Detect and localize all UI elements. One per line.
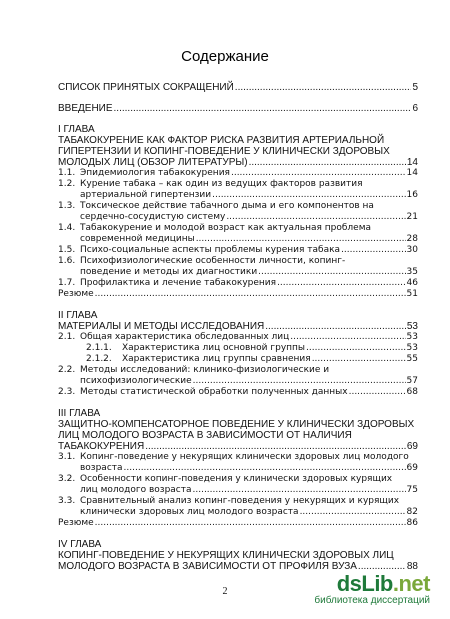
toc-entry-text: Психо-социальные аспекты проблемы курения табака: [80, 245, 341, 255]
toc-entry-text: Эпидемиология табакокурения: [80, 168, 230, 178]
toc-entry-text: клинически здоровых лиц молодого возраста: [80, 507, 299, 517]
toc-entry[interactable]: [58, 179, 418, 201]
toc-entry[interactable]: [58, 343, 418, 354]
toc-entry-page: 69: [406, 441, 418, 452]
chapter-label: I ГЛАВА: [58, 124, 95, 135]
toc-entry-number: 3.2.: [58, 474, 76, 484]
toc-entry-text: возраста: [80, 463, 123, 473]
chapter-label: III ГЛАВА: [58, 408, 101, 419]
toc-entry[interactable]: [58, 452, 418, 474]
toc-entry-text: лиц молодого возраста: [80, 485, 192, 495]
toc-entry-page: 46: [406, 278, 418, 288]
toc-entry-text: Характеристика лиц основной группы: [122, 343, 306, 353]
toc-entry-introduction[interactable]: [58, 103, 418, 114]
toc-entry-text: артериальной гипертензии: [80, 190, 212, 200]
toc-entry-page: 51: [406, 289, 418, 299]
toc-entry-page: 82: [406, 507, 418, 517]
toc-entry[interactable]: [58, 278, 418, 289]
toc-entry-text: Характеристика лиц группы сравнения: [122, 354, 311, 364]
chapter-label: II ГЛАВА: [58, 310, 98, 321]
toc-entry-number: 1.6.: [58, 256, 76, 266]
chapter-title-line: ЛИЦ МОЛОДОГО ВОЗРАСТА В ЗАВИСИМОСТИ ОТ НАЛИЧИЯ: [58, 430, 352, 441]
toc-entry-number: 2.2.: [58, 365, 76, 375]
toc-entry-number: 2.1.2.: [86, 354, 112, 364]
chapter-title-entry[interactable]: [58, 321, 418, 332]
toc-entry[interactable]: [58, 201, 418, 223]
toc-entry[interactable]: [58, 387, 418, 398]
chapter-title-line: МАТЕРИАЛЫ И МЕТОДЫ ИССЛЕДОВАНИЯ: [58, 321, 265, 332]
toc-entry-number: 1.4.: [58, 223, 76, 233]
toc-entry-page: 53: [406, 321, 418, 332]
toc-entry-page: 28: [406, 234, 418, 244]
toc-entry-text: Профилактика и лечение табакокурения: [80, 278, 277, 288]
site-watermark[interactable]: [258, 571, 434, 607]
chapter-title-line: МОЛОДЫХ ЛИЦ (ОБЗОР ЛИТЕРАТУРЫ): [58, 157, 248, 168]
toc-entry-number: 1.1.: [58, 168, 76, 178]
toc-entry[interactable]: [58, 365, 418, 387]
toc-entry-number: 1.3.: [58, 201, 76, 211]
toc-entry[interactable]: [58, 354, 418, 365]
toc-entry-text: поведение и методы их диагностики: [80, 267, 258, 277]
toc-entry-text: Сравнительный анализ копинг-поведения у некурящих и курящих: [80, 496, 400, 506]
toc-entry-page: 86: [406, 518, 418, 528]
toc-entry-page: 69: [406, 463, 418, 473]
chapter-title-line: КОПИНГ-ПОВЕДЕНИЕ У НЕКУРЯЩИХ КЛИНИЧЕСКИ ЗДОРОВЫХ ЛИЦ: [58, 550, 394, 561]
toc-entry-number: 2.3.: [58, 387, 76, 397]
toc-entry-page: 53: [406, 343, 418, 353]
page-title: Содержание: [181, 48, 269, 65]
toc-entry-text: Токсическое действие табачного дыма и его компонентов на: [80, 201, 374, 211]
toc-entry-text: Психофизиологические особенности личности, копинг-: [80, 256, 346, 266]
toc-entry-page: 21: [406, 212, 418, 222]
chapter-label: IV ГЛАВА: [58, 539, 102, 550]
toc-entry-page: 75: [406, 485, 418, 495]
toc-entry-text: Копинг-поведение у некурящих клинически здоровых лиц молодого: [80, 452, 409, 462]
toc-entry-page: 55: [406, 354, 418, 364]
toc-entry-number: 1.2.: [58, 179, 76, 189]
watermark-logo: [337, 571, 430, 597]
toc-entry[interactable]: [58, 332, 418, 343]
toc-entry-text: Особенности копинг-поведения у клинически здоровых курящих: [80, 474, 393, 484]
toc-entry-text: Табакокурение и молодой возраст как актуальная проблема: [80, 223, 372, 233]
chapter-title-line: ГИПЕРТЕНЗИИ И КОПИНГ-ПОВЕДЕНИЕ У КЛИНИЧЕСКИ ЗДОРОВЫХ: [58, 146, 390, 157]
toc-entry-number: 2.1.: [58, 332, 76, 342]
chapter-title-entry[interactable]: [58, 157, 418, 168]
toc-entry[interactable]: [58, 496, 418, 518]
watermark-logo-tld: .net: [392, 571, 430, 596]
toc-entry-number: 1.7.: [58, 278, 76, 288]
toc-entry-page: 35: [406, 267, 418, 277]
chapter-title-line: ЗАЩИТНО-КОМПЕНСАТОРНОЕ ПОВЕДЕНИЕ У КЛИНИЧЕСКИ ЗДОРОВЫХ: [58, 419, 415, 430]
toc-entry-text: сердечно-сосудистую систему: [80, 212, 226, 222]
toc-entry-text: СПИСОК ПРИНЯТЫХ СОКРАЩЕНИЙ: [58, 82, 234, 93]
toc-entry-number: 3.3.: [58, 496, 76, 506]
toc-entry[interactable]: [58, 168, 418, 179]
page-number: 2: [222, 586, 228, 597]
toc-entry-page: 16: [406, 190, 418, 200]
chapter-title-line: ТАБАКОКУРЕНИЯ: [58, 441, 145, 452]
toc-entry-summary[interactable]: [58, 518, 418, 529]
chapter-title-line: ТАБАКОКУРЕНИЕ КАК ФАКТОР РИСКА РАЗВИТИЯ АРТЕРИАЛЬНОЙ: [58, 135, 385, 146]
toc-entry[interactable]: [58, 474, 418, 496]
chapter-title-entry[interactable]: [58, 441, 418, 452]
toc-entry-text: Резюме: [58, 518, 94, 528]
toc-entry-page: 30: [406, 245, 418, 255]
watermark-logo-main: dsLib: [336, 571, 393, 596]
toc-entry-text: Резюме: [58, 289, 94, 299]
table-of-contents: [58, 82, 418, 572]
chapter-title-line: МОЛОДОГО ВОЗРАСТА В ЗАВИСИМОСТИ ОТ ПРОФИЛЯ ВУЗА: [58, 561, 357, 572]
toc-entry-text: Методы статистической обработки полученных данных: [80, 387, 348, 397]
toc-entry-text: психофизиологические: [80, 376, 192, 386]
toc-entry[interactable]: [58, 245, 418, 256]
toc-entry-page: 68: [406, 387, 418, 397]
toc-entry-number: 3.1.: [58, 452, 76, 462]
toc-entry-page: 5: [412, 82, 418, 93]
toc-entry-page: 14: [406, 168, 418, 178]
toc-entry-page: 6: [412, 103, 418, 114]
toc-entry-page: 88: [406, 561, 418, 572]
toc-entry-summary[interactable]: [58, 289, 418, 300]
watermark-subtitle: библиотека диссертаций: [314, 595, 430, 606]
toc-entry[interactable]: [58, 223, 418, 245]
toc-entry-page: 14: [406, 157, 418, 168]
toc-entry-number: 2.1.1.: [86, 343, 112, 353]
toc-entry-text: современной медицины: [80, 234, 195, 244]
toc-entry-text: Общая характеристика обследованных лиц: [80, 332, 290, 342]
toc-entry-text: Методы исследований: клинико-физиологические и: [80, 365, 330, 375]
toc-entry-text: ВВЕДЕНИЕ: [58, 103, 113, 114]
toc-entry-page: 57: [406, 376, 418, 386]
toc-entry-text: Курение табака – как один из ведущих факторов развития: [80, 179, 363, 189]
toc-entry-number: 1.5.: [58, 245, 76, 255]
toc-entry[interactable]: [58, 256, 418, 278]
toc-entry-page: 53: [406, 332, 418, 342]
toc-entry-abbreviations[interactable]: [58, 82, 418, 93]
